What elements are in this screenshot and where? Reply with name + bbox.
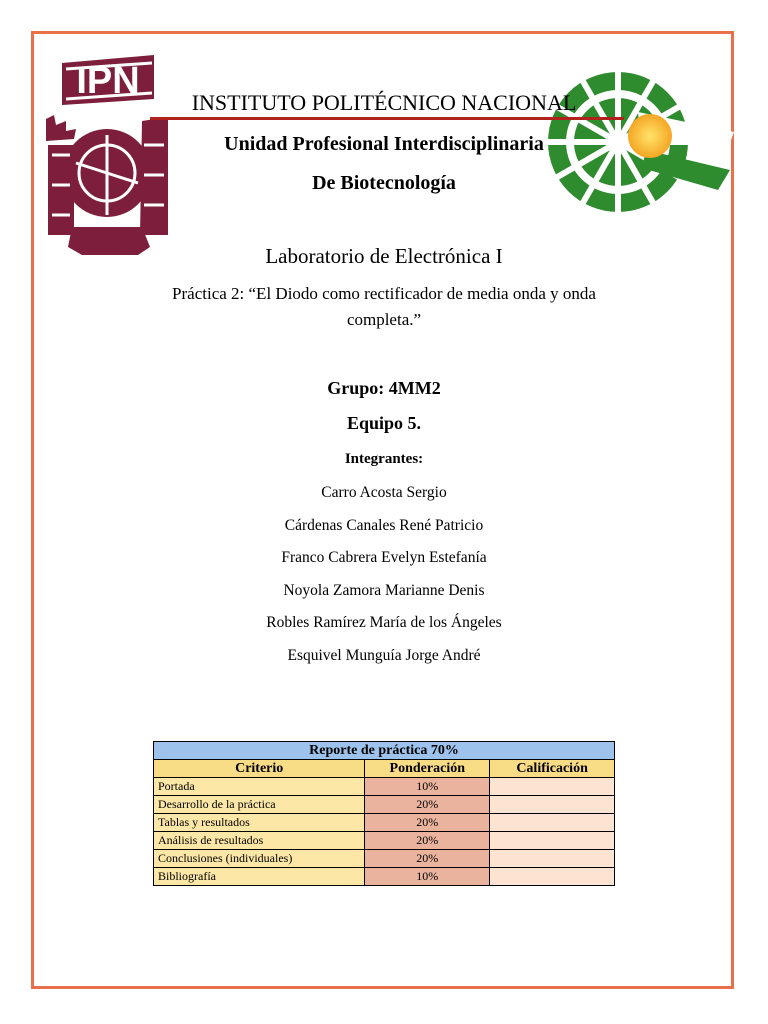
criterion-cell: Conclusiones (individuales) [154,850,365,868]
table-row [154,850,615,868]
criterion-cell: Tablas y resultados [154,814,365,832]
table-header-row [154,760,615,778]
weight-cell: 20% [365,814,490,832]
member-name: Cárdenas Canales René Patricio [284,516,484,534]
group-label: Grupo: 4MM2 [327,378,441,398]
member-name: Robles Ramírez María de los Ángeles [266,614,502,632]
members-list [0,482,768,678]
institution-name: INSTITUTO POLITÉCNICO NACIONAL [191,90,577,115]
member-name: Esquivel Munguía Jorge André [287,646,481,664]
practice-title-cont: completa.” [346,310,422,329]
table-row [154,814,615,832]
table-row [154,796,615,814]
criterion-cell: Portada [154,778,365,796]
criterion-cell: Análisis de resultados [154,832,365,850]
criterion-cell: Bibliografía [154,868,365,886]
grade-cell[interactable] [490,796,615,814]
weight-cell: 20% [365,832,490,850]
members-heading: Integrantes: [344,451,424,467]
weight-cell: 20% [365,850,490,868]
table-row [154,868,615,886]
title-rule [150,117,624,120]
practice-title: Práctica 2: “El Diodo como rectificador de media onda y onda [172,284,596,303]
member-name: Noyola Zamora Marianne Denis [283,581,485,599]
column-header: Ponderación [365,760,490,778]
unit-name-line2: De Biotecnología [312,172,456,194]
team-label: Equipo 5. [346,413,422,433]
grade-cell[interactable] [490,850,615,868]
criterion-cell: Desarrollo de la práctica [154,796,365,814]
grade-cell[interactable] [490,814,615,832]
report-table [153,741,615,886]
table-row [154,778,615,796]
lab-title: Laboratorio de Electrónica I [265,244,503,268]
member-name: Franco Cabrera Evelyn Estefanía [281,549,487,567]
member-name: Carro Acosta Sergio [321,484,447,501]
table-title: Reporte de práctica 70% [154,742,615,760]
column-header: Calificación [490,760,615,778]
weight-cell: 10% [365,778,490,796]
weight-cell: 10% [365,868,490,886]
unit-name: Unidad Profesional Interdisciplinaria [224,133,544,155]
grade-cell[interactable] [490,778,615,796]
table-title-row [154,742,615,760]
ipn-logo-text: IPN [76,60,140,102]
table-row [154,832,615,850]
grade-cell[interactable] [490,868,615,886]
grade-cell[interactable] [490,832,615,850]
weight-cell: 20% [365,796,490,814]
column-header: Criterio [154,760,365,778]
